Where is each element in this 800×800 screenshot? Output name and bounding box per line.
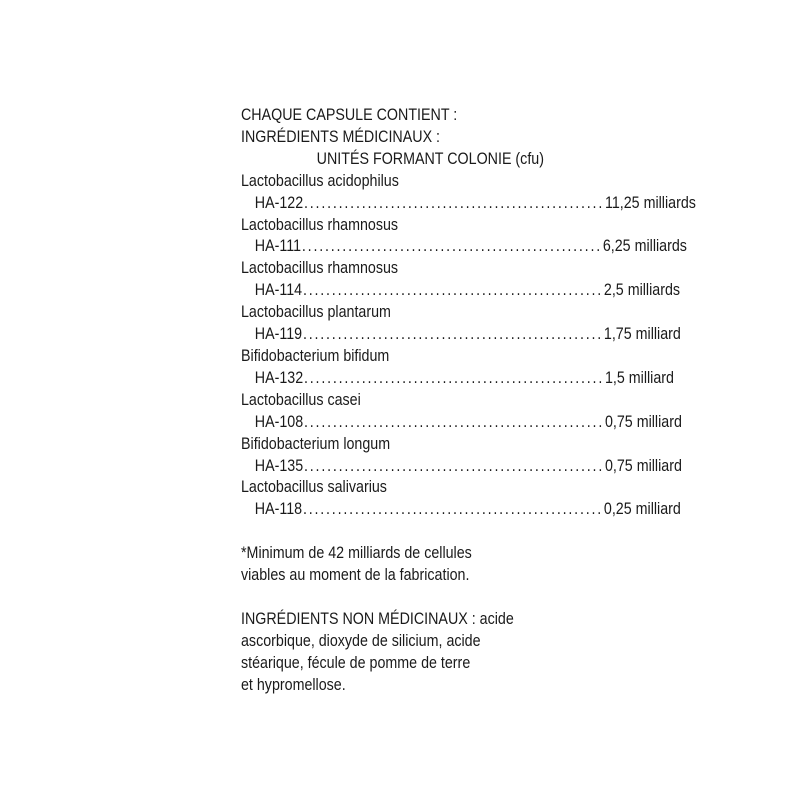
- strain-name: Lactobacillus plantarum: [241, 302, 391, 322]
- non-medicinal-line: ascorbique, dioxyde de silicium, acide: [241, 630, 481, 650]
- strain-code: HA-132: [254, 367, 304, 387]
- strain-code-row: [241, 411, 682, 433]
- strain-code-row: [241, 455, 682, 477]
- spacer: [241, 520, 525, 542]
- strain-code-row: [241, 367, 674, 389]
- footnote-line: viables au moment de la fabrication.: [241, 565, 470, 585]
- medicinal-ingredients-heading: INGRÉDIENTS MÉDICINAUX :: [241, 126, 441, 146]
- dot-leader: ....................................................: [304, 192, 605, 212]
- spacer: [241, 586, 525, 608]
- strain-name: Lactobacillus acidophilus: [241, 170, 399, 190]
- cfu-amount: 0,25 milliard: [603, 499, 681, 519]
- strain-name: Bifidobacterium bifidum: [241, 345, 390, 365]
- strain-code-row: [241, 235, 687, 257]
- dot-leader: ....................................................: [304, 411, 605, 431]
- strain-code-row: [241, 279, 681, 301]
- strain-code: HA-108: [254, 411, 304, 431]
- strain-code: HA-119: [254, 324, 303, 344]
- strain-name: Lactobacillus rhamnosus: [241, 214, 399, 234]
- strain-code-row: [241, 498, 681, 520]
- cfu-amount: 11,25 milliards: [604, 192, 696, 212]
- cfu-amount: 1,75 milliard: [603, 324, 681, 344]
- strain-code: HA-118: [254, 499, 303, 519]
- strain-code: HA-135: [254, 455, 304, 475]
- dot-leader: ....................................................: [304, 455, 605, 475]
- dot-leader: ....................................................: [302, 280, 604, 300]
- cfu-amount: 2,5 milliards: [603, 280, 681, 300]
- footnote-line: *Minimum de 42 milliards de cellules: [241, 543, 472, 563]
- cfu-amount: 1,5 milliard: [604, 367, 674, 387]
- strain-name: Bifidobacterium longum: [241, 433, 391, 453]
- strain-code-row: [241, 192, 696, 214]
- strain-code-row: [241, 323, 681, 345]
- cfu-amount: 0,75 milliard: [604, 411, 682, 431]
- strain-name: Lactobacillus casei: [241, 389, 361, 409]
- strain-code: HA-114: [254, 280, 303, 300]
- cfu-amount: 6,25 milliards: [602, 236, 687, 256]
- dot-leader: ....................................................: [301, 236, 602, 256]
- cfu-amount: 0,75 milliard: [604, 455, 682, 475]
- dot-leader: ....................................................: [302, 499, 604, 519]
- strain-code: HA-122: [254, 192, 304, 212]
- ingredient-label: [241, 104, 696, 695]
- non-medicinal-line: et hypromellose.: [241, 674, 346, 694]
- cfu-column-heading: UNITÉS FORMANT COLONIE (cfu): [316, 148, 544, 168]
- capsule-contents-heading: CHAQUE CAPSULE CONTIENT :: [241, 105, 458, 124]
- strain-name: Lactobacillus rhamnosus: [241, 258, 399, 278]
- non-medicinal-line: INGRÉDIENTS NON MÉDICINAUX : acide: [241, 608, 514, 628]
- strain-name: Lactobacillus salivarius: [241, 477, 387, 497]
- dot-leader: ....................................................: [302, 324, 604, 344]
- dot-leader: ....................................................: [304, 367, 605, 387]
- non-medicinal-line: stéarique, fécule de pomme de terre: [241, 652, 471, 672]
- strain-code: HA-111: [254, 236, 302, 256]
